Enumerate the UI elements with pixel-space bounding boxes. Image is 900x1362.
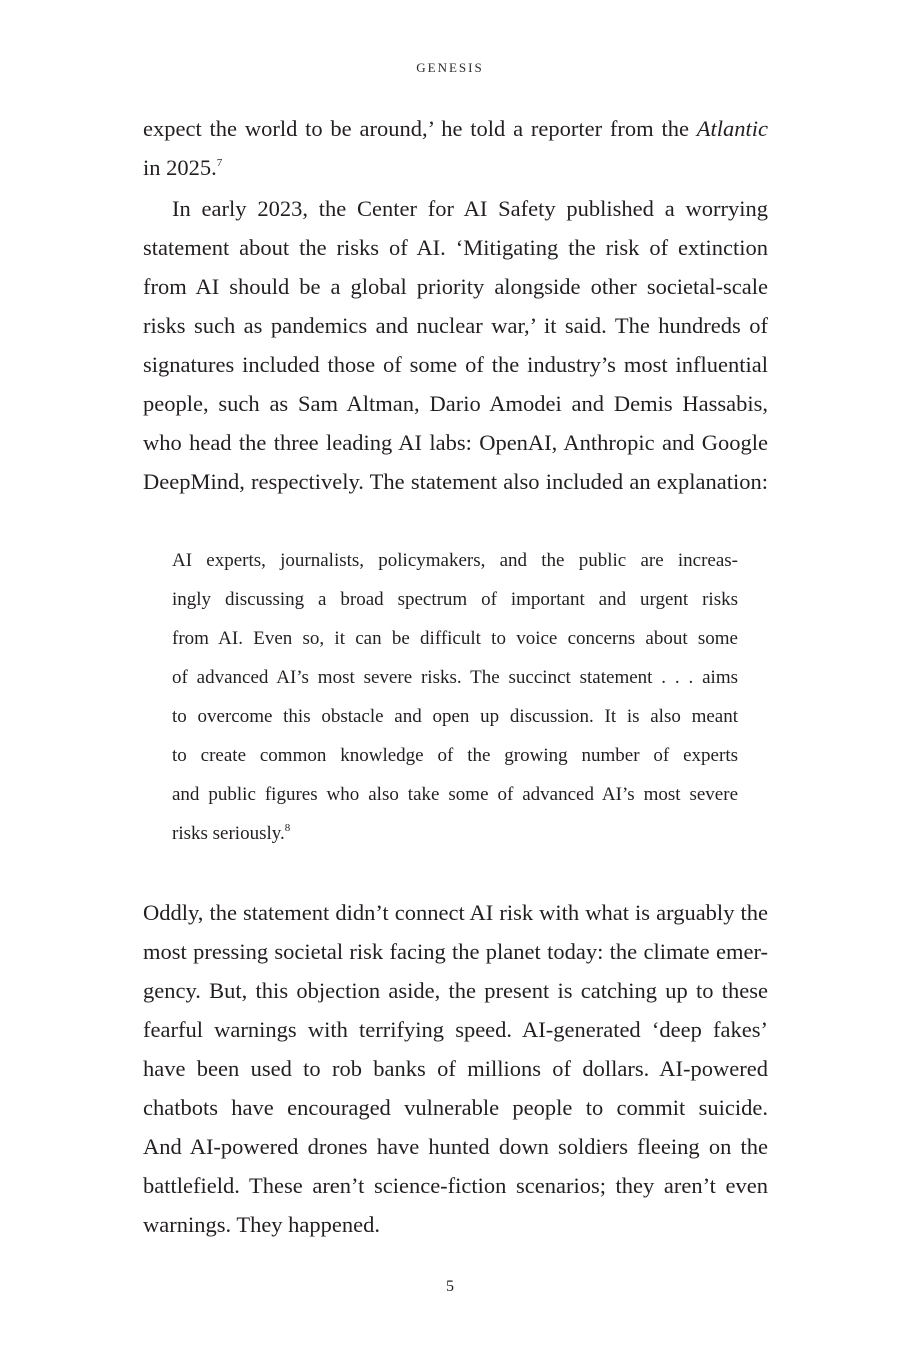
publication-title: Atlantic: [696, 116, 768, 141]
quote-line: of advanced AI’s most severe risks. The succinct statement . . . aims: [172, 667, 738, 688]
para3-line: most pressing societal risk facing the planet today: the climate emer-: [143, 939, 768, 964]
para2-line: In early 2023, the Center for AI Safety published a worrying: [172, 196, 768, 221]
para2-line: from AI should be a global priority alongside other societal-scale: [143, 274, 768, 299]
para3-line-last: warnings. They happened.: [143, 1212, 381, 1237]
para1-text-end: in 2025.: [143, 155, 217, 180]
para2-line: signatures included those of some of the industry’s most influential: [143, 352, 768, 377]
para3-line: fearful warnings with terrifying speed. AI-generated ‘deep fakes’: [143, 1017, 768, 1042]
para1-text: expect the world to be around,’ he told a reporter from the: [143, 116, 697, 141]
running-head: GENESIS: [416, 60, 484, 75]
footnote-ref-7: 7: [216, 157, 223, 169]
quote-line: from AI. Even so, it can be difficult to voice concerns about some: [172, 628, 738, 649]
para1-line-1: [143, 109, 768, 148]
quote-line: and public figures who also take some of advanced AI’s most severe: [172, 784, 738, 805]
para2-line: who head the three leading AI labs: OpenAI, Anthropic and Google: [143, 430, 768, 455]
para2-line: risks such as pandemics and nuclear war,’ it said. The hundreds of: [143, 313, 768, 338]
para3-line: And AI-powered drones have hunted down soldiers fleeing on the: [143, 1134, 768, 1159]
para3-line: Oddly, the statement didn’t connect AI risk with what is arguably the: [143, 900, 768, 925]
para1-line-2: [143, 148, 768, 187]
para2-line: statement about the risks of AI. ‘Mitigating the risk of extinction: [143, 235, 768, 260]
para2-line: people, such as Sam Altman, Dario Amodei and Demis Hassabis,: [143, 391, 768, 416]
footnote-ref-8: 8: [284, 822, 291, 834]
quote-line: AI experts, journalists, policymakers, and the public are increas-: [172, 550, 738, 571]
quote-text-end: risks seriously.: [172, 823, 285, 844]
para3-line: gency. But, this objection aside, the present is catching up to these: [143, 978, 768, 1003]
quote-line: ingly discussing a broad spectrum of important and urgent risks: [172, 589, 738, 610]
para3-line: battlefield. These aren’t science-fiction scenarios; they aren’t even: [143, 1173, 768, 1198]
quote-line: to create common knowledge of the growing number of experts: [172, 745, 738, 766]
quote-line-last: [172, 814, 738, 853]
para2-line: DeepMind, respectively. The statement also included an explanation:: [143, 469, 768, 494]
para3-line: chatbots have encouraged vulnerable people to commit suicide.: [143, 1095, 768, 1120]
para3-line: have been used to rob banks of millions of dollars. AI-powered: [143, 1056, 768, 1081]
page-number: 5: [446, 1278, 454, 1295]
quote-line: to overcome this obstacle and open up discussion. It is also meant: [172, 706, 738, 727]
